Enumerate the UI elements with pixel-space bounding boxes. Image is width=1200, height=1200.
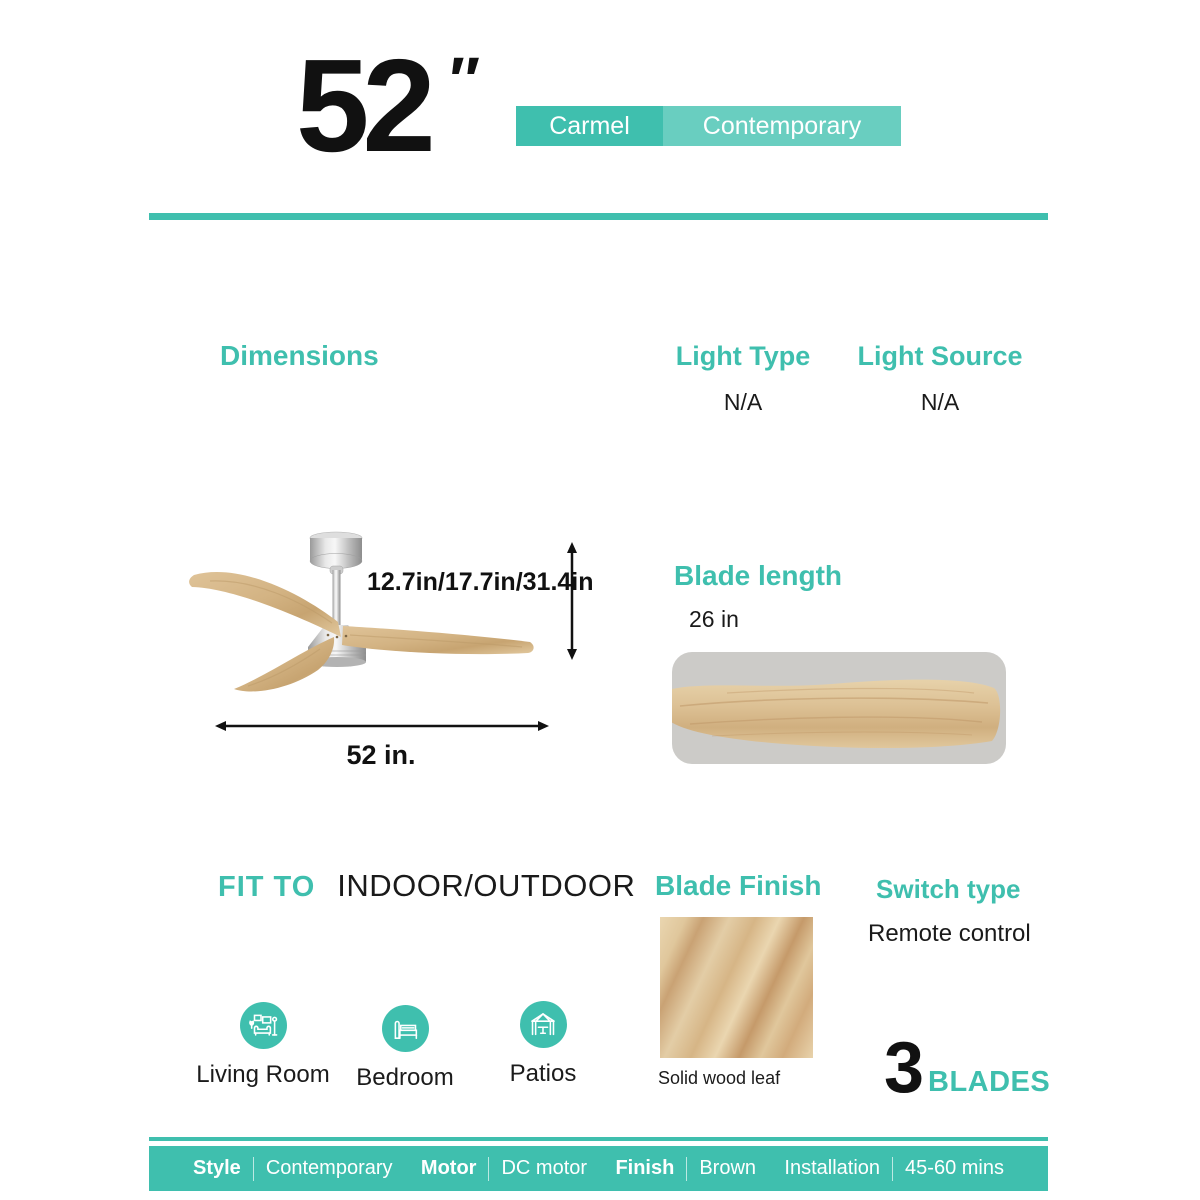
patio-icon — [520, 1001, 567, 1048]
dimensions-title: Dimensions — [220, 340, 379, 371]
model-name-badge: Carmel — [516, 106, 663, 146]
blade-length-title: Blade length — [674, 560, 843, 591]
light-source-section — [845, 341, 1035, 416]
spec-finish — [615, 1157, 756, 1181]
wood-finish-caption: Solid wood leaf — [658, 1068, 781, 1088]
model-badge — [516, 106, 901, 146]
wood-blade-illustration — [672, 652, 1006, 764]
location-patios — [463, 1001, 623, 1088]
spec-key: Style — [193, 1157, 241, 1179]
model-style-badge: Contemporary — [663, 106, 901, 146]
blade-length-value: 26 in — [689, 606, 739, 632]
height-dimension-label: 12.7in/17.7in/31.4in — [367, 568, 594, 596]
light-type-section — [648, 341, 838, 416]
footer-separator — [892, 1157, 893, 1181]
location-label: Living Room — [196, 1061, 330, 1088]
fit-to-title: FIT TO — [218, 871, 316, 903]
height-dimension-arrow — [567, 542, 577, 660]
switch-type-title: Switch type — [876, 874, 1021, 904]
location-bedroom — [325, 1005, 485, 1092]
footer-accent-line — [149, 1137, 1048, 1141]
inch-mark: ″ — [446, 44, 477, 116]
location-label: Bedroom — [356, 1064, 454, 1091]
width-dimension-arrow — [215, 721, 549, 731]
fit-to-value: INDOOR/OUTDOOR — [337, 868, 636, 903]
spec-value: 45-60 mins — [905, 1157, 1004, 1179]
light-source-title: Light Source — [857, 341, 1023, 371]
wood-finish-swatch — [660, 917, 813, 1058]
spec-value: Brown — [699, 1157, 757, 1179]
header-divider — [149, 213, 1048, 220]
width-dimension-label: 52 in. — [346, 740, 416, 770]
blade-count-number: 3 — [884, 1028, 923, 1108]
spec-installation — [784, 1157, 1004, 1181]
blade-length-image — [672, 652, 1006, 764]
spec-key: Finish — [615, 1157, 675, 1179]
blade-count-label: BLADES — [928, 1066, 1051, 1098]
living-room-icon — [240, 1002, 287, 1049]
spec-key: Motor — [420, 1157, 477, 1179]
footer-separator — [253, 1157, 254, 1181]
spec-value: Contemporary — [265, 1157, 393, 1179]
bed-icon — [382, 1005, 429, 1052]
light-type-value: N/A — [723, 389, 763, 415]
spec-motor — [421, 1157, 587, 1181]
footer-separator — [686, 1157, 687, 1181]
spec-key: Installation — [784, 1157, 881, 1179]
location-living-room — [183, 1002, 343, 1089]
location-label: Patios — [509, 1060, 577, 1087]
spec-footer-bar — [149, 1146, 1048, 1191]
spec-value: DC motor — [501, 1157, 588, 1179]
fit-to-section — [218, 868, 635, 904]
spec-style — [193, 1157, 393, 1181]
light-type-title: Light Type — [675, 341, 811, 371]
switch-type-value: Remote control — [868, 920, 1031, 947]
blade-finish-title: Blade Finish — [655, 870, 822, 901]
fan-size-number: 52 — [296, 32, 429, 179]
footer-separator — [488, 1157, 489, 1181]
light-source-value: N/A — [920, 389, 960, 415]
